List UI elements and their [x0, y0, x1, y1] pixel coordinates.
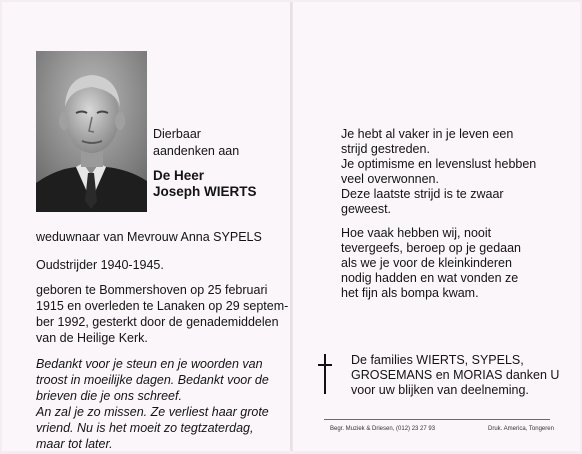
greeting-line-1: Dierbaar [153, 127, 201, 141]
quote-line-3: brieven die je ons schreef. [36, 389, 182, 403]
poem1-line-2: strijd gestreden. [341, 142, 430, 156]
cross-icon [318, 354, 332, 394]
poem2-line-1: Hoe vaak hebben wij, nooit [341, 226, 492, 240]
bio-line-4: van de Heilige Kerk. [36, 331, 148, 345]
quote-line-5: vriend. Nu is het moeit zo tegtzaterdag, [36, 421, 254, 435]
poem1-line-6: geweest. [341, 202, 392, 216]
bio-line-3: ber 1992, gesterkt door de genademiddelen [36, 315, 279, 329]
footer-rule [324, 419, 550, 420]
poem1-line-3: Je optimisme en levenslust hebben [341, 157, 537, 171]
quote-line-2: troost in moeilijke dagen. Bedankt voor de [36, 373, 269, 387]
poem1-line-4: veel overwonnen. [341, 172, 439, 186]
quote-line-1: Bedankt voor je steun en je woorden van [36, 357, 263, 371]
portrait-photo [36, 51, 147, 212]
poem1-line-5: Deze laatste strijd is te zwaar [341, 187, 504, 201]
footer-undertaker: Begr. Muziek & Driesen, (012) 23 27 93 [330, 426, 436, 432]
poem2-line-4: nodig hadden en wat vonden ze [341, 271, 519, 285]
thanks-line-2: GROSEMANS en MORIAS danken U [351, 368, 560, 382]
card-fold [290, 2, 292, 451]
poem2-line-3: als we je voor de kleinkinderen [341, 256, 512, 270]
thanks-line-1: De families WIERTS, SYPELS, [351, 353, 524, 367]
poem2-line-2: tevergeefs, beroep op je gedaan [341, 241, 521, 255]
widower-line: weduwnaar van Mevrouw Anna SYPELS [36, 230, 262, 244]
veteran-line: Oudstrijder 1940-1945. [36, 258, 164, 272]
poem1-line-1: Je hebt al vaker in je leven een [341, 127, 514, 141]
bio-line-1: geboren te Bommershoven op 25 februari [36, 283, 268, 297]
quote-line-6: maar tot later. [36, 437, 113, 451]
footer-printer: Druk. America, Tongeren [488, 426, 554, 432]
deceased-name: Joseph WIERTS [153, 184, 257, 199]
quote-line-4: An zal je zo missen. Ze verliest haar grote [36, 405, 269, 419]
thanks-line-3: voor uw blijken van deelneming. [351, 383, 529, 397]
poem2-line-5: het fijn als bompa kwam. [341, 286, 479, 300]
bio-line-2: 1915 en overleden te Lanaken op 29 septem- [36, 299, 289, 313]
greeting-line-2: aandenken aan [153, 144, 240, 158]
name-title: De Heer [153, 168, 205, 183]
